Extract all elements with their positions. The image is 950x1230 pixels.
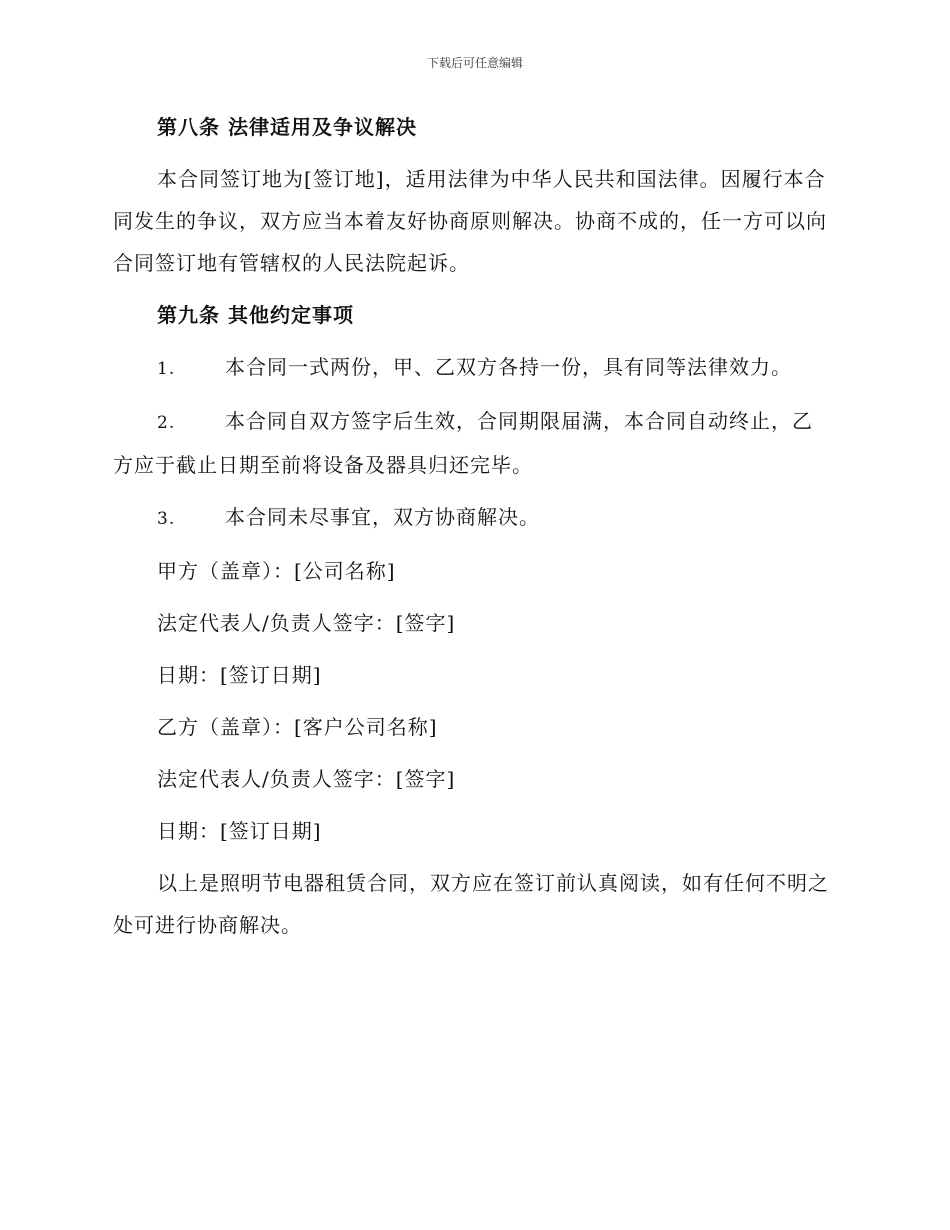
party-a-representative: 法定代表人/负责人签字：[签字] [157,611,456,635]
party-b-seal: 乙方（盖章）：[客户公司名称] [157,715,438,739]
list-item-text: 本合同未尽事宜，双方协商解决。 [225,505,540,529]
section-8-title: 第八条 法律适用及争议解决 [157,115,417,139]
list-item-text: 本合同一式两份，甲、乙双方各持一份，具有同等法律效力。 [225,355,792,379]
list-item-number: 2. [157,413,176,433]
list-item [113,346,833,390]
closing-paragraph: 以上是照明节电器租赁合同，双方应在签订前认真阅读，如有任何不明之处可进行协商解决。 [113,871,829,937]
party-a-date: 日期：[签订日期] [157,663,322,687]
list-item-number: 3. [157,509,176,529]
list-item [113,496,833,540]
document-content [113,106,833,956]
list-item-number: 1. [157,359,176,379]
list-item [113,400,833,486]
party-b-representative: 法定代表人/负责人签字：[签字] [157,767,456,791]
page-header-note: 下载后可任意编辑 [426,56,523,70]
list-item-text: 本合同自双方签字后生效，合同期限届满，本合同自动终止，乙方应于截止日期至前将设备及器具归还完毕。 [113,409,813,477]
section-9-title: 第九条 其他约定事项 [157,303,354,327]
party-a-seal: 甲方（盖章）：[公司名称] [157,559,396,583]
party-b-date: 日期：[签订日期] [157,819,322,843]
section-8-body: 本合同签订地为[签订地]，适用法律为中华人民共和国法律。因履行本合同发生的争议，双方应当本着友好协商原则解决。协商不成的，任一方可以向合同签订地有管辖权的人民法院起诉。 [113,167,827,275]
